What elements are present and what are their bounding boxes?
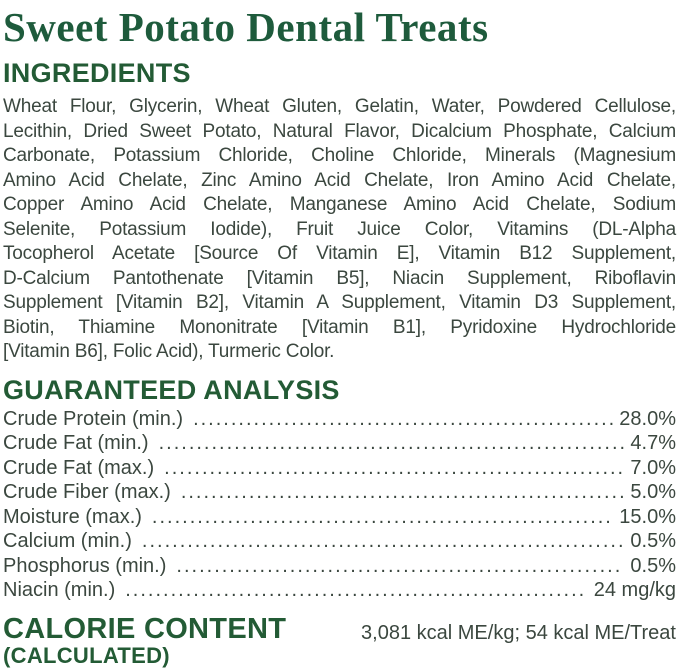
ingredients-line: Carbonate, Potassium Chloride, Choline Chloride, Minerals (Magnesium (3, 145, 676, 166)
analysis-value: 0.5% (630, 530, 676, 552)
ingredients-text (3, 95, 676, 365)
analysis-row (3, 480, 676, 505)
dot-leader (125, 578, 587, 603)
analysis-row (3, 578, 676, 603)
dot-leader (142, 529, 625, 554)
ingredients-line: Biotin, Thiamine Mononitrate [Vitamin B1], Pyridoxine Hydrochloride (3, 316, 676, 338)
analysis-label: Phosphorus (min.) (3, 554, 167, 577)
analysis-value: 28.0% (619, 407, 676, 430)
analysis-label: Calcium (min.) (3, 530, 132, 552)
dot-leader (181, 480, 625, 505)
ingredients-line: D-Calcium Pantothenate [Vitamin B5], Niacin Supplement, Riboflavin (3, 267, 676, 289)
analysis-label: Crude Fat (max.) (3, 456, 155, 479)
ingredients-line: Copper Amino Acid Chelate, Manganese Amino Acid Chelate, Sodium (3, 194, 676, 215)
ingredients-line: Tocopherol Acetate [Source Of Vitamin E], Vitamin B12 Supplement, (3, 243, 676, 264)
ingredients-line: Supplement [Vitamin B2], Vitamin A Supplement, Vitamin D3 Supplement, (3, 292, 676, 313)
dot-leader (159, 431, 625, 456)
analysis-row (3, 456, 676, 481)
analysis-value: 15.0% (619, 505, 676, 528)
dot-leader (193, 407, 613, 432)
analysis-row (3, 505, 676, 530)
ingredients-line: Amino Acid Chelate, Zinc Amino Acid Chelate, Iron Amino Acid Chelate, (3, 169, 676, 191)
calorie-section (3, 614, 676, 668)
dot-leader (152, 505, 613, 530)
analysis-label: Crude Protein (min.) (3, 407, 184, 430)
analysis-row (3, 431, 676, 456)
product-title: Sweet Potato Dental Treats (3, 4, 489, 50)
analysis-label: Crude Fiber (max.) (3, 481, 171, 503)
analysis-value: 24 mg/kg (593, 579, 676, 601)
calorie-subheading: (CALCULATED) (3, 642, 170, 668)
analysis-value: 0.5% (630, 554, 676, 577)
ingredients-heading: INGREDIENTS (3, 58, 191, 88)
guaranteed-analysis-heading: GUARANTEED ANALYSIS (3, 374, 340, 405)
dot-leader (164, 456, 624, 481)
analysis-row (3, 554, 676, 579)
analysis-value: 4.7% (630, 432, 676, 454)
calorie-heading: CALORIE CONTENT (3, 612, 287, 645)
ingredients-line: Lecithin, Dried Sweet Potato, Natural Flavor, Dicalcium Phosphate, Calcium (3, 120, 676, 142)
calorie-heading-block (3, 614, 286, 668)
analysis-table (3, 407, 676, 603)
analysis-row (3, 407, 676, 432)
guaranteed-analysis-section (3, 376, 676, 603)
ingredients-line: [Vitamin B6], Folic Acid), Turmeric Color. (3, 341, 335, 362)
analysis-label: Niacin (min.) (3, 579, 116, 601)
ingredients-line: Selenite, Potassium Iodide), Fruit Juice Color, Vitamins (DL-Alpha (3, 218, 676, 240)
analysis-value: 5.0% (630, 481, 676, 503)
ingredients-line: Wheat Flour, Glycerin, Wheat Gluten, Gelatin, Water, Powdered Cellulose, (3, 96, 676, 117)
dot-leader (176, 554, 624, 579)
analysis-label: Crude Fat (min.) (3, 432, 149, 454)
calorie-value: 3,081 kcal ME/kg; 54 kcal ME/Treat (361, 621, 676, 644)
ingredients-section (3, 59, 676, 365)
analysis-label: Moisture (max.) (3, 505, 142, 528)
analysis-value: 7.0% (630, 456, 676, 479)
analysis-row (3, 529, 676, 554)
